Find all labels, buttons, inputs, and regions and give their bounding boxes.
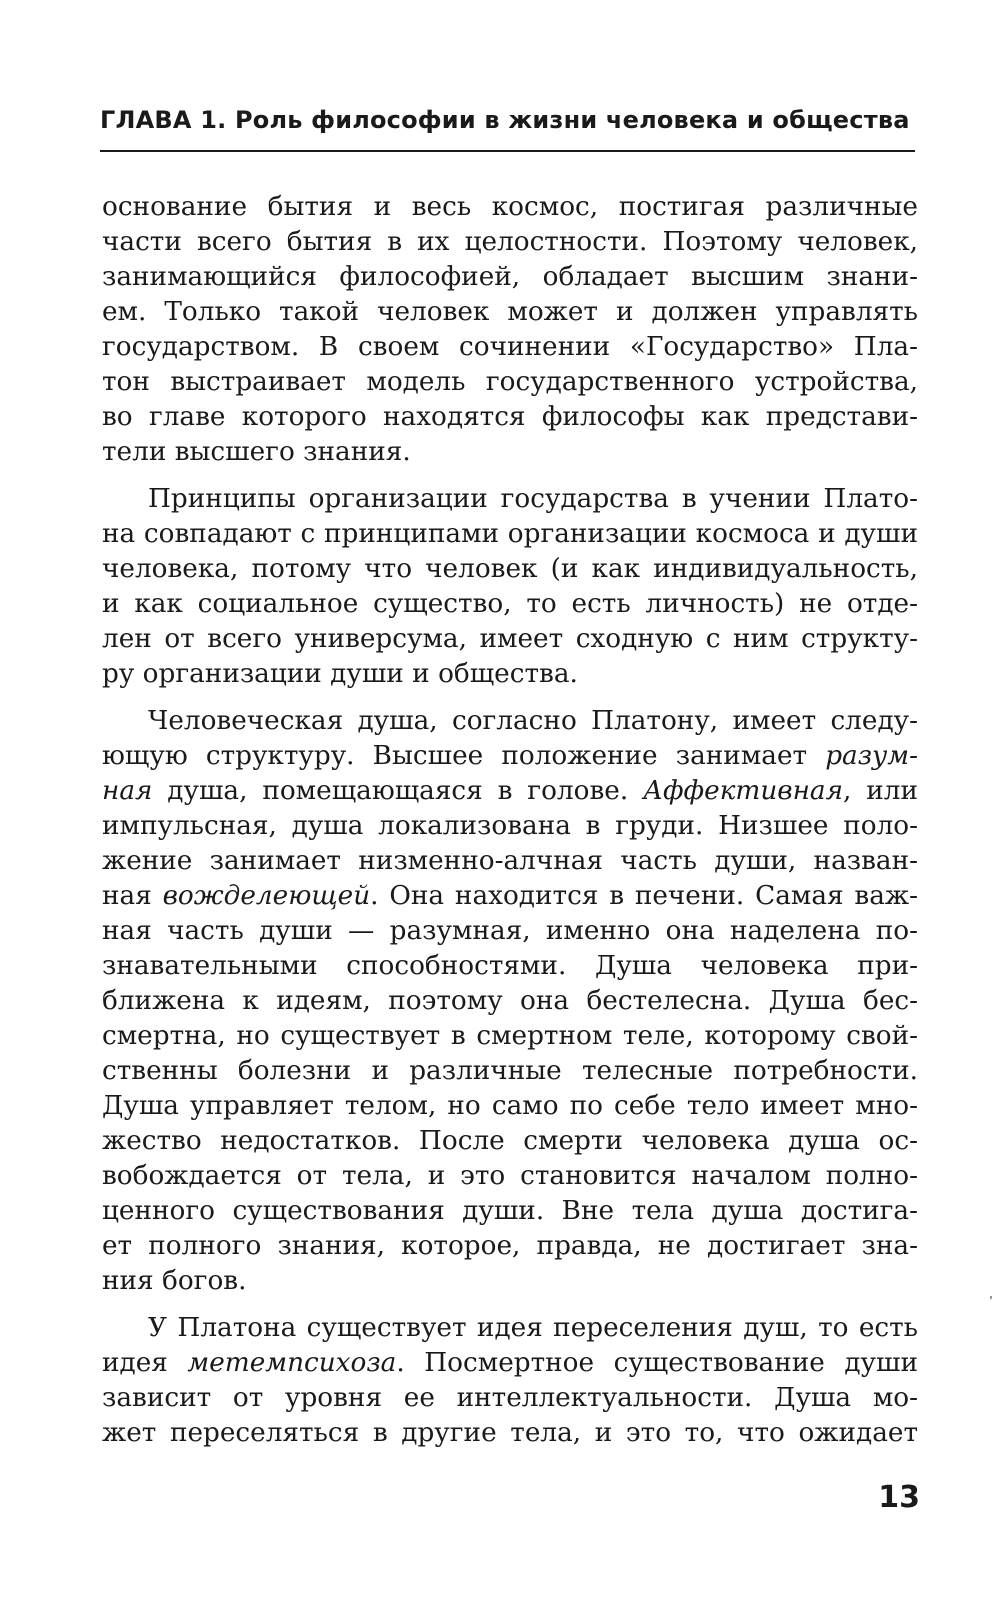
text-run: основание бытия и весь космос, постигая различные	[102, 192, 918, 222]
text-line	[102, 400, 918, 435]
text-line	[102, 844, 918, 879]
text-line	[102, 809, 918, 844]
text-line	[102, 1229, 918, 1264]
text-run: занимающийся философией, обладает высшим знани-	[102, 262, 918, 292]
text-run: ближена к идеям, поэтому она бестелесна. Душа бес-	[102, 986, 918, 1016]
text-run: ная часть души — разумная, именно она наделена по-	[102, 916, 918, 946]
text-line	[102, 1159, 918, 1194]
text-run: жество недостатков. После смерти человека душа ос-	[102, 1126, 918, 1156]
scan-speck	[990, 1296, 992, 1299]
paragraph	[102, 1311, 918, 1451]
text-line	[102, 1416, 918, 1451]
text-line	[102, 365, 918, 400]
text-line	[102, 1264, 918, 1299]
italic-term: метемпсихоза	[187, 1348, 397, 1378]
text-line	[102, 1346, 918, 1381]
text-run: ру организации души и общества.	[102, 659, 578, 689]
text-run: ния богов.	[102, 1266, 247, 1296]
text-run: У Платона существует идея переселения душ, то есть	[148, 1313, 918, 1343]
text-run: душа, помещающаяся в голове.	[152, 776, 644, 806]
text-run: вобождается от тела, и это становится началом полно-	[102, 1161, 918, 1191]
text-run: лен от всего универсума, имеет сходную с ним структу-	[102, 624, 918, 654]
text-line	[102, 295, 918, 330]
paragraph-gap	[102, 1299, 918, 1311]
text-line	[102, 225, 918, 260]
text-run: Душа управляет телом, но само по себе тело имеет мно-	[102, 1091, 918, 1121]
text-run: . Посмертное существование души	[396, 1348, 918, 1378]
italic-term: разум-	[825, 741, 918, 771]
text-run: ная	[102, 881, 163, 911]
text-run: , или	[843, 776, 918, 806]
text-run: ценного существования души. Вне тела душа достига-	[102, 1196, 918, 1226]
text-run: во главе которого находятся философы как представи-	[102, 402, 918, 432]
text-line	[102, 587, 918, 622]
text-run: на совпадают с принципами организации космоса и души	[102, 519, 918, 549]
running-header	[100, 103, 915, 137]
text-line	[102, 984, 918, 1019]
text-run: идея	[102, 1348, 188, 1378]
text-line	[102, 1054, 918, 1089]
text-run: тон выстраивает модель государственного устройства,	[102, 367, 918, 397]
text-line	[102, 1311, 918, 1346]
italic-term: вожделеющей	[162, 881, 371, 911]
text-line	[102, 330, 918, 365]
text-run: государством. В своем сочинении «Государство» Пла-	[102, 332, 918, 362]
header-rule	[100, 150, 915, 152]
text-line	[102, 622, 918, 657]
italic-term: ная	[102, 776, 153, 806]
text-run: части всего бытия в их целостности. Поэтому человек,	[102, 227, 918, 257]
text-run: ет полного знания, которое, правда, не достигает зна-	[102, 1231, 918, 1261]
text-run: ем. Только такой человек может и должен управлять	[102, 297, 918, 327]
text-run: и как социальное существо, то есть личность) не отде-	[102, 589, 918, 619]
chapter-title: ГЛАВА 1. Роль философии в жизни человека и общества	[100, 106, 910, 134]
text-line	[102, 879, 918, 914]
paragraph	[102, 190, 918, 470]
text-line	[102, 190, 918, 225]
italic-term: Аффективная	[643, 776, 843, 806]
page-number: 13	[878, 1480, 920, 1515]
text-line	[102, 1194, 918, 1229]
body-text	[102, 190, 918, 1451]
text-line	[102, 949, 918, 984]
text-line	[102, 1381, 918, 1416]
text-run: знавательными способностями. Душа человека при-	[102, 951, 918, 981]
text-run: импульсная, душа локализована в груди. Низшее поло-	[102, 811, 918, 841]
text-run: Принципы организации государства в учении Плато-	[148, 484, 918, 514]
paragraph	[102, 482, 918, 692]
text-run: жет переселяться в другие тела, и это то, что ожидает	[102, 1418, 918, 1448]
text-line	[102, 739, 918, 774]
text-run: . Она находится в печени. Самая важ-	[370, 881, 918, 911]
text-run: смертна, но существует в смертном теле, которому свой-	[102, 1021, 918, 1051]
text-run: зависит от уровня ее интеллектуальности. Душа мо-	[102, 1383, 918, 1413]
text-run: человека, потому что человек (и как индивидуальность,	[102, 554, 918, 584]
text-line	[102, 914, 918, 949]
text-line	[102, 482, 918, 517]
paragraph-gap	[102, 692, 918, 704]
text-line	[102, 774, 918, 809]
text-run: Человеческая душа, согласно Платону, имеет следу-	[148, 706, 918, 736]
text-line	[102, 260, 918, 295]
text-line	[102, 657, 918, 692]
paragraph	[102, 704, 918, 1299]
text-run: тели высшего знания.	[102, 437, 411, 467]
text-line	[102, 517, 918, 552]
text-line	[102, 1124, 918, 1159]
text-run: ющую структуру. Высшее положение занимает	[102, 741, 826, 771]
text-run: ственны болезни и различные телесные потребности.	[102, 1056, 918, 1086]
text-line	[102, 704, 918, 739]
paragraph-gap	[102, 470, 918, 482]
text-line	[102, 435, 918, 470]
text-line	[102, 552, 918, 587]
text-run: жение занимает низменно-алчная часть души, назван-	[102, 846, 918, 876]
text-line	[102, 1019, 918, 1054]
text-line	[102, 1089, 918, 1124]
